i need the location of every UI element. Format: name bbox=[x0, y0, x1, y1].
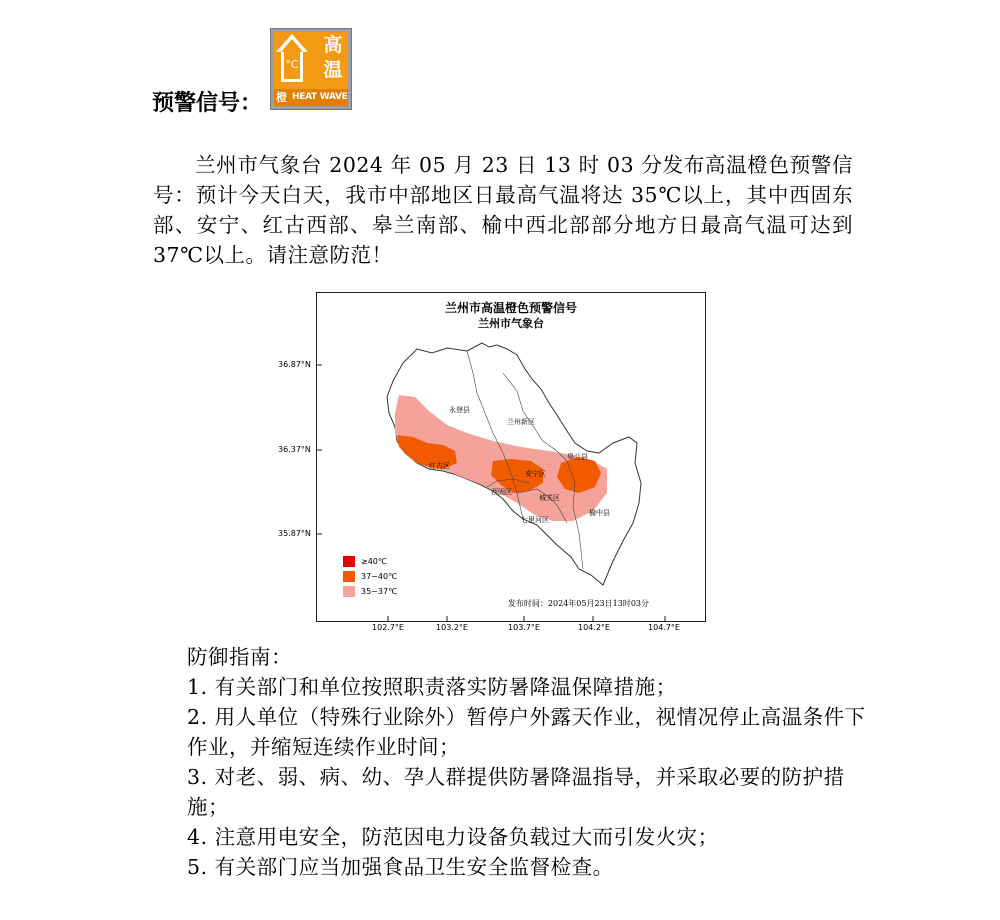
place-qilihe: 七里河区 bbox=[521, 516, 549, 524]
place-xigu: 西固区 bbox=[491, 488, 512, 496]
place-yongdeng: 永登县 bbox=[449, 406, 470, 414]
guide-item-5: 5. 有关部门应当加强食品卫生安全监督检查。 bbox=[187, 855, 614, 879]
place-honggu: 红古区 bbox=[429, 462, 450, 470]
lat-label: 36.87°N bbox=[278, 360, 311, 369]
thermometer-house-icon bbox=[274, 32, 310, 84]
badge-char-wen: 温 bbox=[318, 58, 348, 82]
guide-item-1: 1. 有关部门和单位按照职责落实防暑降温保障措施； bbox=[187, 675, 677, 699]
guide-title: 防御指南： bbox=[187, 645, 292, 669]
place-gaolan: 皋兰县 bbox=[567, 453, 588, 461]
lon-label: 104.2°E bbox=[578, 623, 610, 632]
warning-signal-row bbox=[152, 26, 452, 116]
legend-label: 35−37℃ bbox=[361, 587, 398, 596]
lon-label: 104.7°E bbox=[648, 623, 680, 632]
heat-warning-map bbox=[316, 292, 706, 622]
badge-level-char: 橙 bbox=[276, 91, 287, 104]
lon-label: 103.2°E bbox=[436, 623, 468, 632]
bulletin-paragraph bbox=[153, 150, 853, 270]
map-title: 兰州市高温橙色预警信号 bbox=[444, 301, 577, 315]
legend-label: ≥40℃ bbox=[361, 557, 387, 566]
place-chengguan: 城关区 bbox=[539, 494, 560, 502]
badge-english-text: HEAT WAVE bbox=[292, 92, 348, 102]
guide-item-4: 4. 注意用电安全，防范因电力设备负载过大而引发火灾； bbox=[187, 825, 719, 849]
legend-label: 37−40℃ bbox=[361, 572, 398, 581]
map-subtitle: 兰州市气象台 bbox=[478, 317, 544, 330]
release-time: 发布时间：2024年05月23日13时03分 bbox=[507, 599, 649, 608]
lat-label: 35.87°N bbox=[278, 529, 311, 538]
lat-label: 36.37°N bbox=[278, 445, 311, 454]
place-yuzhong: 榆中县 bbox=[589, 509, 610, 517]
guide-item-2: 2. 用人单位（特殊行业除外）暂停户外露天作业，视情况停止高温条件下作业，并缩短连续作业时间； bbox=[187, 705, 866, 759]
bulletin-text: 兰州市气象台 2024 年 05 月 23 日 13 时 03 分发布高温橙色预警信号：预计今天白天，我市中部地区日最高气温将达 35℃以上，其中西固东部、安宁、红古西部、皋兰南部、榆中西北部部分地方日最高气温可达到 37℃以上。请注意防范！ bbox=[153, 153, 853, 267]
legend-swatch-35-37 bbox=[343, 586, 355, 597]
place-anning: 安宁区 bbox=[525, 470, 546, 478]
lon-label: 103.7°E bbox=[508, 623, 540, 632]
legend-swatch-40 bbox=[343, 556, 355, 567]
warning-signal-label: 预警信号： bbox=[152, 91, 263, 116]
legend-swatch-37-40 bbox=[343, 571, 355, 582]
badge-char-gao: 高 bbox=[318, 33, 348, 57]
lon-label: 102.7°E bbox=[372, 623, 404, 632]
heat-wave-orange-badge bbox=[270, 28, 352, 110]
badge-degree-text: °C bbox=[285, 58, 299, 71]
defense-guide bbox=[187, 642, 867, 882]
guide-item-3: 3. 对老、弱、病、幼、孕人群提供防暑降温指导，并采取必要的防护措施； bbox=[187, 765, 845, 819]
badge-bottom-strip bbox=[274, 89, 348, 106]
place-xinqu: 兰州新区 bbox=[507, 418, 535, 426]
